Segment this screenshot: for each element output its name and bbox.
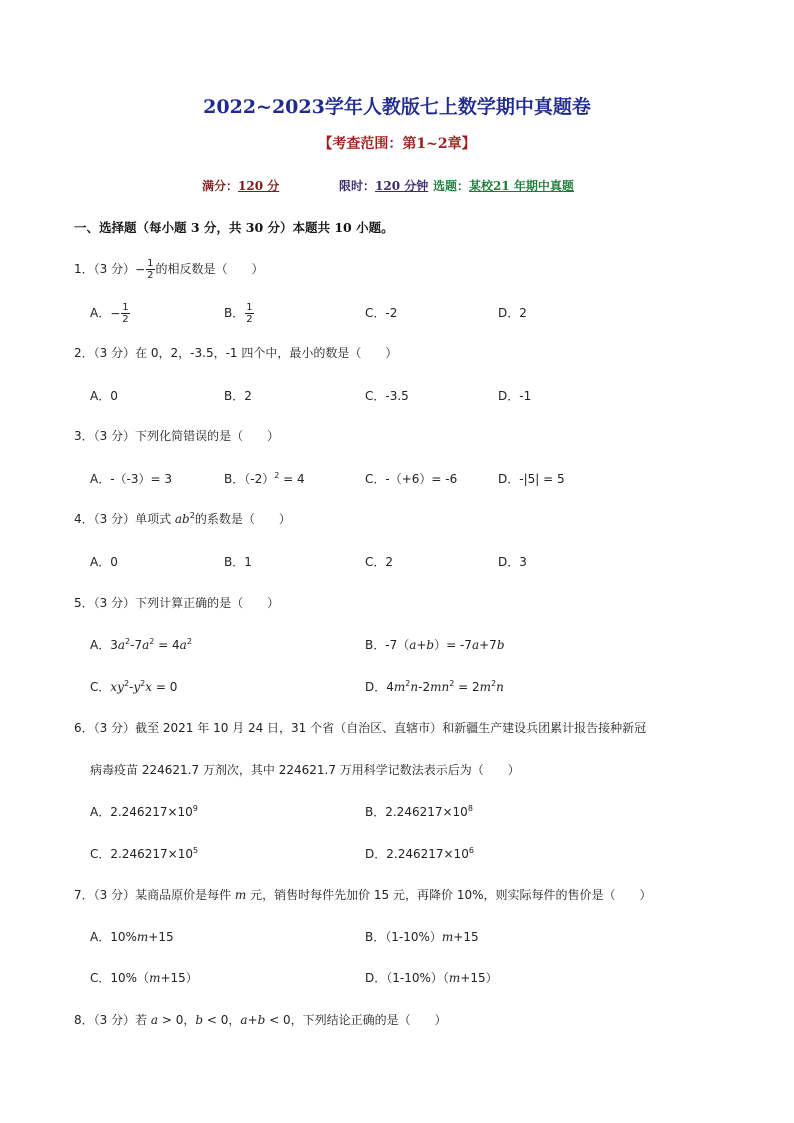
exponent: 6 [468, 846, 474, 855]
question-3-option-a[interactable]: A．-（-3）= 3 [90, 472, 173, 486]
variable: y [133, 680, 141, 694]
question-source-label: 选题： [433, 179, 470, 193]
question-8-stem [74, 1011, 447, 1028]
variable: a [142, 638, 150, 652]
question-5-stem: 5．（3 分）下列计算正确的是（ ） [74, 596, 280, 610]
option-text: C．10%（ [90, 971, 150, 985]
stem-text: 7．（3 分）某商品原价是每件 [74, 888, 235, 902]
option-text: B．（1-10%） [365, 930, 442, 944]
option-text: = 4 [154, 638, 180, 652]
exponent: 2 [449, 679, 455, 688]
exponent: 2 [140, 679, 146, 688]
question-5-option-b[interactable] [365, 636, 505, 653]
exponent: 2 [125, 637, 131, 646]
exponent: 2 [189, 511, 195, 520]
question-6-option-b[interactable] [365, 803, 473, 820]
stem-text: 8．（3 分）若 [74, 1013, 151, 1027]
question-6-option-c[interactable] [90, 845, 198, 862]
option-text: C． [90, 680, 111, 694]
variable: m [441, 930, 454, 944]
full-score [202, 177, 279, 194]
question-7-option-a[interactable] [90, 928, 174, 945]
fraction-denominator: 2 [147, 270, 154, 281]
time-limit [339, 177, 428, 194]
variable: b [195, 1013, 204, 1027]
option-text: A．10% [90, 930, 137, 944]
option-text: +7 [479, 638, 497, 652]
question-5-option-d[interactable] [365, 678, 504, 695]
question-1-option-b[interactable] [224, 302, 255, 325]
option-text: = 0 [152, 680, 178, 694]
exponent: 5 [192, 846, 199, 855]
question-3-option-b[interactable] [224, 470, 305, 487]
exponent: 2 [186, 637, 192, 646]
question-4-option-c[interactable]: C．2 [365, 555, 394, 569]
variable: x [145, 680, 153, 694]
fraction-numerator: 1 [246, 302, 253, 313]
question-3-option-c[interactable]: C．-（+6）= -6 [365, 472, 458, 486]
variable: b [257, 1013, 266, 1027]
exam-scope: 【考查范围：第1~2章】 [318, 136, 476, 152]
stem-text: > 0， [158, 1013, 196, 1027]
variable: m [149, 971, 161, 985]
exam-title: 2022~2023学年人教版七上数学期中真题卷 [203, 96, 591, 118]
variable: a [240, 1013, 248, 1027]
question-1-option-d[interactable]: D．2 [498, 306, 527, 320]
question-7-option-c[interactable] [90, 969, 198, 986]
question-source [433, 177, 574, 194]
option-text: +15 [453, 930, 479, 944]
question-1-prefix: 1．（3 分） [74, 262, 136, 276]
option-text: -2 [418, 680, 431, 694]
option-text: D．（1-10%）（ [365, 971, 449, 985]
question-2-option-c[interactable]: C．-3.5 [365, 389, 409, 403]
question-source-value: 某校21 年期中真题 [469, 179, 574, 193]
question-5-option-c[interactable] [90, 678, 177, 695]
question-1-stem [74, 258, 264, 281]
fraction-numerator: 1 [122, 302, 129, 313]
variable: m [136, 930, 149, 944]
option-text: +15） [460, 971, 498, 985]
option-label: B． [224, 306, 245, 320]
question-3-option-d[interactable]: D．-|5| = 5 [498, 472, 565, 486]
variable: m [234, 888, 247, 902]
option-text: B．（-2） [224, 472, 275, 486]
stem-text: 4．（3 分）单项式 [74, 512, 175, 526]
time-limit-label: 限时： [339, 179, 376, 193]
variable: mn [430, 680, 450, 694]
option-text: D．2.246217×10 [365, 847, 469, 861]
option-text: -7 [130, 638, 143, 652]
option-text: = 4 [279, 472, 305, 486]
variable: b [496, 638, 505, 652]
question-7-stem [74, 886, 652, 903]
question-4-option-d[interactable]: D．3 [498, 555, 527, 569]
fraction-denominator: 2 [246, 314, 253, 325]
question-1-neg: − [135, 262, 146, 277]
stem-text: 元，销售时每件先加价 15 元，再降价 10%，则实际每件的售价是（ ） [246, 888, 652, 902]
exponent: 2 [123, 679, 130, 688]
option-neg: − [110, 306, 121, 321]
question-1-fraction [146, 258, 154, 281]
stem-text: < 0， [203, 1013, 241, 1027]
option-text: C．2.246217×10 [90, 847, 193, 861]
fraction-denominator: 2 [122, 314, 129, 325]
variable: a [409, 638, 417, 652]
question-1-option-a[interactable] [90, 302, 131, 325]
option-fraction [245, 302, 253, 325]
option-text: +15 [148, 930, 174, 944]
variable: m [479, 680, 491, 694]
question-6-stem-line2: 病毒疫苗 224621.7 万剂次，其中 224621.7 万用科学记数法表示后为（ ） [90, 763, 520, 777]
variable: a [117, 638, 126, 652]
variable: m [393, 680, 406, 694]
stem-text: + [247, 1013, 258, 1027]
exponent: 2 [149, 637, 155, 646]
question-6-stem-line1: 6．（3 分）截至 2021 年 10 月 24 日，31 个省（自治区、直辖市）和新疆生产建设兵团累计报告接种新冠 [74, 721, 647, 735]
option-text: B．2.246217×10 [365, 805, 468, 819]
question-4-option-b[interactable]: B．1 [224, 555, 252, 569]
variable: ab [174, 512, 190, 526]
full-score-label: 满分： [202, 179, 239, 193]
option-text: = 2 [454, 680, 480, 694]
question-6-option-d[interactable] [365, 845, 474, 862]
full-score-value: 120 分 [238, 179, 280, 193]
question-3-stem: 3．（3 分）下列化简错误的是（ ） [74, 429, 280, 443]
fraction-numerator: 1 [147, 258, 154, 269]
option-text: + [416, 638, 427, 652]
question-6-option-a[interactable] [90, 803, 198, 820]
variable: n [496, 680, 504, 694]
option-text: A．3 [90, 638, 118, 652]
option-text: +15） [160, 971, 198, 985]
stem-text: < 0，下列结论正确的是（ ） [265, 1013, 447, 1027]
variable: a [150, 1013, 159, 1027]
variable: m [448, 971, 461, 985]
time-limit-value: 120 分钟 [375, 179, 429, 193]
question-1-suffix: 的相反数是（ ） [155, 262, 264, 276]
exponent: 8 [467, 804, 473, 813]
section-heading: 一、选择题（每小题 3 分，共 30 分）本题共 10 小题。 [74, 220, 394, 235]
variable: n [410, 680, 419, 694]
exponent: 2 [274, 471, 280, 480]
exponent: 9 [192, 804, 198, 813]
question-2-stem: 2．（3 分）在 0，2，-3.5，-1 四个中，最小的数是（ ） [74, 346, 398, 360]
option-text: B．-7（ [365, 638, 410, 652]
option-text: ）= -7 [434, 638, 472, 652]
variable: a [179, 638, 187, 652]
option-text: A．2.246217×10 [90, 805, 193, 819]
option-text: D．4 [365, 680, 394, 694]
question-7-option-b[interactable] [365, 928, 479, 945]
question-2-option-d[interactable]: D．-1 [498, 389, 532, 403]
option-fraction [121, 302, 129, 325]
option-label: A． [90, 306, 111, 320]
question-7-option-d[interactable] [365, 969, 498, 986]
variable: a [471, 638, 480, 652]
variable: b [426, 638, 435, 652]
exponent: 2 [491, 679, 497, 688]
question-2-option-b[interactable]: B．2 [224, 389, 252, 403]
question-5-option-a[interactable] [90, 636, 192, 653]
stem-text: 的系数是（ ） [194, 512, 291, 526]
variable: xy [110, 680, 124, 694]
question-4-option-a[interactable]: A．0 [90, 555, 118, 569]
question-1-option-c[interactable]: C．-2 [365, 306, 398, 320]
option-text: - [129, 680, 134, 694]
question-4-stem [74, 510, 291, 527]
question-2-option-a[interactable]: A．0 [90, 389, 118, 403]
exponent: 2 [405, 679, 411, 688]
